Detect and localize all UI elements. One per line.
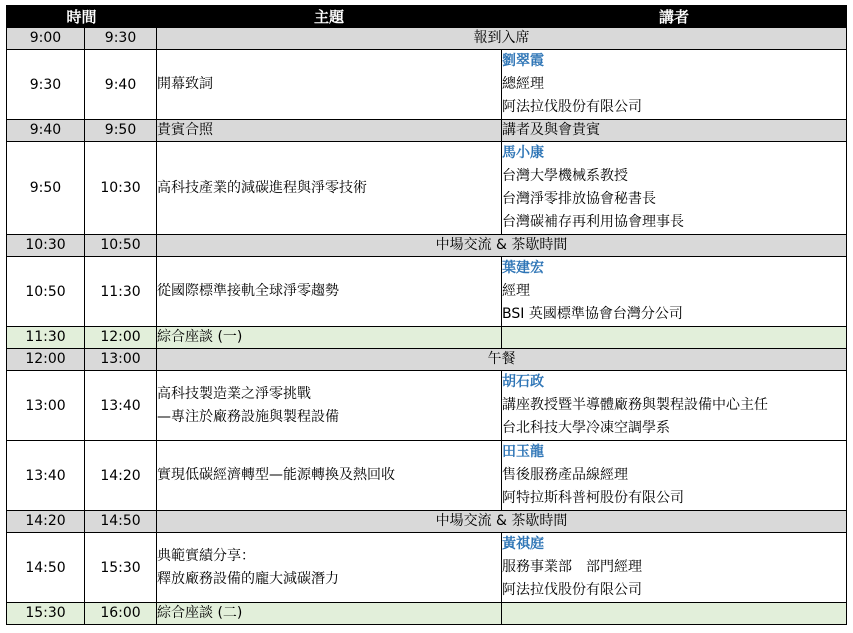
- speaker-detail: 售後服務產品線經理: [502, 467, 629, 483]
- speaker-cell: [502, 371, 847, 441]
- speaker-cell: [502, 327, 847, 349]
- session-break: 報到入席: [157, 28, 847, 50]
- speaker-detail: 台灣碳補存再利用協會理事長: [502, 214, 685, 230]
- topic-cell: [157, 603, 502, 625]
- start-time: 14:50: [7, 533, 85, 603]
- topic-cell: [157, 441, 502, 511]
- speaker-cell: [502, 533, 847, 603]
- speaker-name: 田玉龍: [502, 444, 545, 460]
- topic-line: 典範實績分享：: [157, 547, 256, 564]
- session-break: 中場交流 & 茶歇時間: [157, 235, 847, 257]
- speaker-detail: 服務事業部 部門經理: [502, 559, 643, 575]
- end-time: 10:30: [85, 142, 157, 235]
- agenda-body: [7, 28, 847, 625]
- speaker-cell: [502, 257, 847, 327]
- start-time: 9:40: [7, 120, 85, 142]
- speaker-detail: BSI 英國標準協會台灣分公司: [502, 306, 683, 322]
- speaker-cell: [502, 142, 847, 235]
- end-time: 9:30: [85, 28, 157, 50]
- topic-line: 綜合座談 (一): [157, 329, 243, 345]
- speaker-cell: [502, 120, 847, 142]
- speaker-cell: [502, 50, 847, 120]
- speaker-detail: 阿特拉斯科普柯股份有限公司: [502, 490, 685, 506]
- end-time: 13:40: [85, 371, 157, 441]
- topic-cell: [157, 533, 502, 603]
- start-time: 10:30: [7, 235, 85, 257]
- end-time: 9:50: [85, 120, 157, 142]
- end-time: 9:40: [85, 50, 157, 120]
- header-time: 時間: [7, 6, 157, 28]
- topic-line: 釋放廠務設備的龐大減碳潛力: [157, 570, 340, 587]
- topic-cell: [157, 142, 502, 235]
- speaker-detail: 台灣淨零排放協會秘書長: [502, 191, 657, 207]
- end-time: 16:00: [85, 603, 157, 625]
- speaker-detail: 台北科技大學冷凍空調學系: [502, 420, 671, 436]
- topic-cell: [157, 120, 502, 142]
- speaker-cell: [502, 603, 847, 625]
- table-row: [7, 349, 847, 371]
- table-row: [7, 327, 847, 349]
- end-time: 14:50: [85, 511, 157, 533]
- topic-line: 高科技製造業之淨零挑戰: [157, 385, 312, 402]
- speaker-detail: 講座教授暨半導體廠務與製程設備中心主任: [502, 397, 769, 413]
- agenda-table: [6, 5, 847, 625]
- topic-line: 綜合座談 (二): [157, 605, 243, 621]
- table-row: [7, 142, 847, 235]
- start-time: 11:30: [7, 327, 85, 349]
- start-time: 9:50: [7, 142, 85, 235]
- session-break: 午餐: [157, 349, 847, 371]
- header-topic: 主題: [157, 6, 502, 28]
- speaker-name: 馬小康: [502, 145, 545, 161]
- speaker-detail: 阿法拉伐股份有限公司: [502, 99, 643, 115]
- table-row: [7, 235, 847, 257]
- start-time: 13:00: [7, 371, 85, 441]
- topic-line: 從國際標準接軌全球淨零趨勢: [157, 283, 340, 299]
- start-time: 10:50: [7, 257, 85, 327]
- table-row: [7, 28, 847, 50]
- start-time: 9:30: [7, 50, 85, 120]
- topic-cell: [157, 257, 502, 327]
- start-time: 15:30: [7, 603, 85, 625]
- table-row: [7, 511, 847, 533]
- topic-cell: [157, 50, 502, 120]
- table-row: [7, 371, 847, 441]
- topic-line: 實現低碳經濟轉型—能源轉換及熱回收: [157, 467, 396, 483]
- speaker-name: 劉翠霞: [502, 53, 545, 69]
- topic-cell: [157, 371, 502, 441]
- topic-line: —專注於廠務設施與製程設備: [157, 408, 340, 425]
- end-time: 11:30: [85, 257, 157, 327]
- table-row: [7, 533, 847, 603]
- table-row: [7, 257, 847, 327]
- table-row: [7, 603, 847, 625]
- speaker-name: 胡石政: [502, 374, 545, 390]
- speaker-detail: 阿法拉伐股份有限公司: [502, 582, 643, 598]
- end-time: 12:00: [85, 327, 157, 349]
- topic-line: 開幕致詞: [157, 76, 214, 92]
- session-break: 中場交流 & 茶歇時間: [157, 511, 847, 533]
- speaker-detail: 經理: [502, 283, 531, 299]
- start-time: 9:00: [7, 28, 85, 50]
- topic-line: 貴賓合照: [157, 122, 214, 138]
- start-time: 14:20: [7, 511, 85, 533]
- speaker-cell: [502, 441, 847, 511]
- speaker-name: 葉建宏: [502, 260, 545, 276]
- start-time: 13:40: [7, 441, 85, 511]
- table-row: [7, 441, 847, 511]
- speaker-detail: 總經理: [502, 76, 545, 92]
- topic-cell: [157, 327, 502, 349]
- table-row: [7, 120, 847, 142]
- speaker-detail: 台灣大學機械系教授: [502, 168, 629, 184]
- speaker-name: 黃祺庭: [502, 536, 545, 552]
- end-time: 10:50: [85, 235, 157, 257]
- table-header: [7, 6, 847, 28]
- end-time: 13:00: [85, 349, 157, 371]
- table-row: [7, 50, 847, 120]
- start-time: 12:00: [7, 349, 85, 371]
- topic-line: 高科技產業的減碳進程與淨零技術: [157, 179, 368, 196]
- end-time: 15:30: [85, 533, 157, 603]
- end-time: 14:20: [85, 441, 157, 511]
- header-speaker: 講者: [502, 6, 847, 28]
- speaker-detail: 講者及與會貴賓: [502, 122, 601, 138]
